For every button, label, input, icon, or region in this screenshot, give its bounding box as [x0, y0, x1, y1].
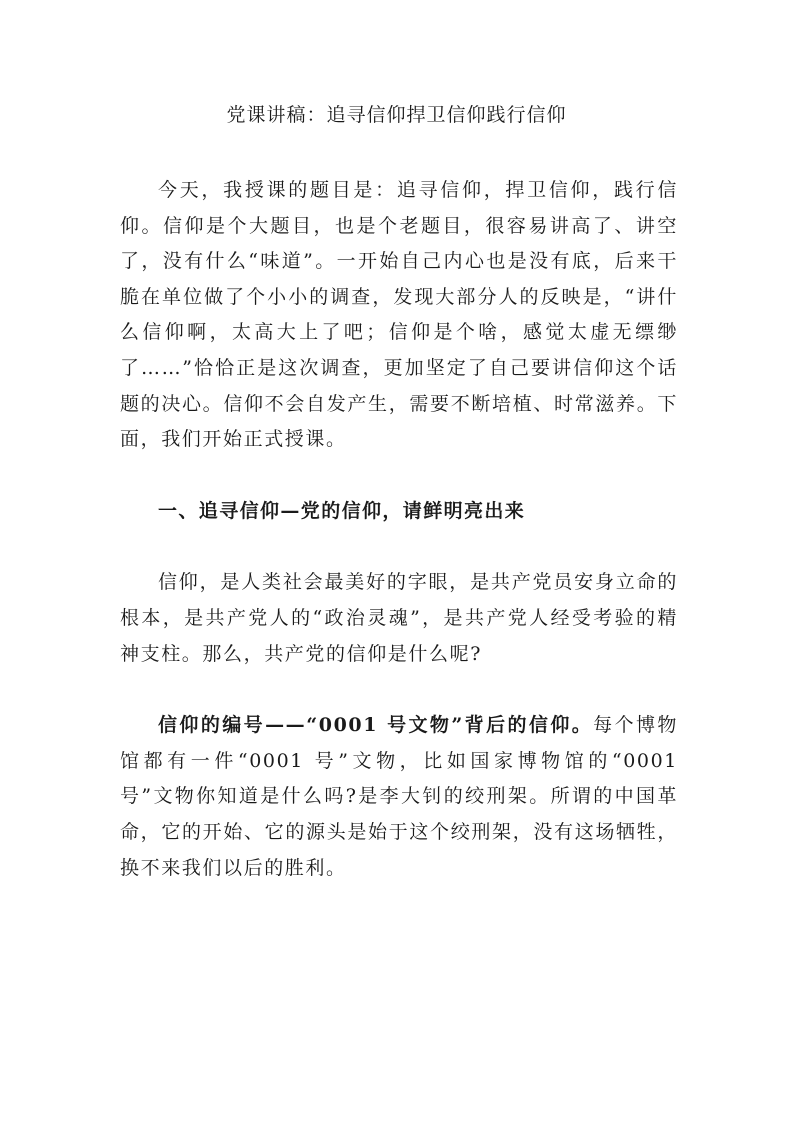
paragraph-spacer	[120, 672, 678, 708]
paragraph-spacer	[120, 458, 678, 494]
document-title: 党课讲稿：追寻信仰捍卫信仰践行信仰	[226, 104, 567, 126]
paragraph-spacer	[120, 529, 678, 565]
section-heading: 一、追寻信仰—党的信仰，请鲜明亮出来	[158, 499, 526, 522]
subsection-lead: 信仰的编号——“0001 号文物”背后的信仰。	[158, 714, 594, 737]
section-paragraph: 信仰，是人类社会最美好的字眼，是共产党员安身立命的根本，是共产党人的“政治灵魂”，是共产党人经受考验的精神支柱。那么，共产党的信仰是什么呢?	[120, 571, 678, 665]
document-body	[120, 173, 678, 886]
subsection-paragraph	[120, 708, 678, 886]
intro-paragraph: 今天，我授课的题目是：追寻信仰，捍卫信仰，践行信仰。信仰是个大题目，也是个老题目，很容易讲高了、讲空了，没有什么“味道”。一开始自己内心也是没有底，后来干脆在单位做了个小小的调查，发现大部分人的反映是，“讲什么信仰啊，太高大上了吧；信仰是个啥，感觉太虚无缥缈了……”恰恰正是这次调查，更加坚定了自己要讲信仰这个话题的决心。信仰不会自发产生，需要不断培植、时常滋养。下面，我们开始正式授课。	[120, 179, 678, 451]
subsection-body: 每个博物馆都有一件“0001 号”文物，比如国家博物馆的“0001 号”文物你知道是什么吗?是李大钊的绞刑架。所谓的中国革命，它的开始、它的源头是始于这个绞刑架，没有这场牺牲，换不来我们以后的胜利。	[120, 714, 678, 879]
